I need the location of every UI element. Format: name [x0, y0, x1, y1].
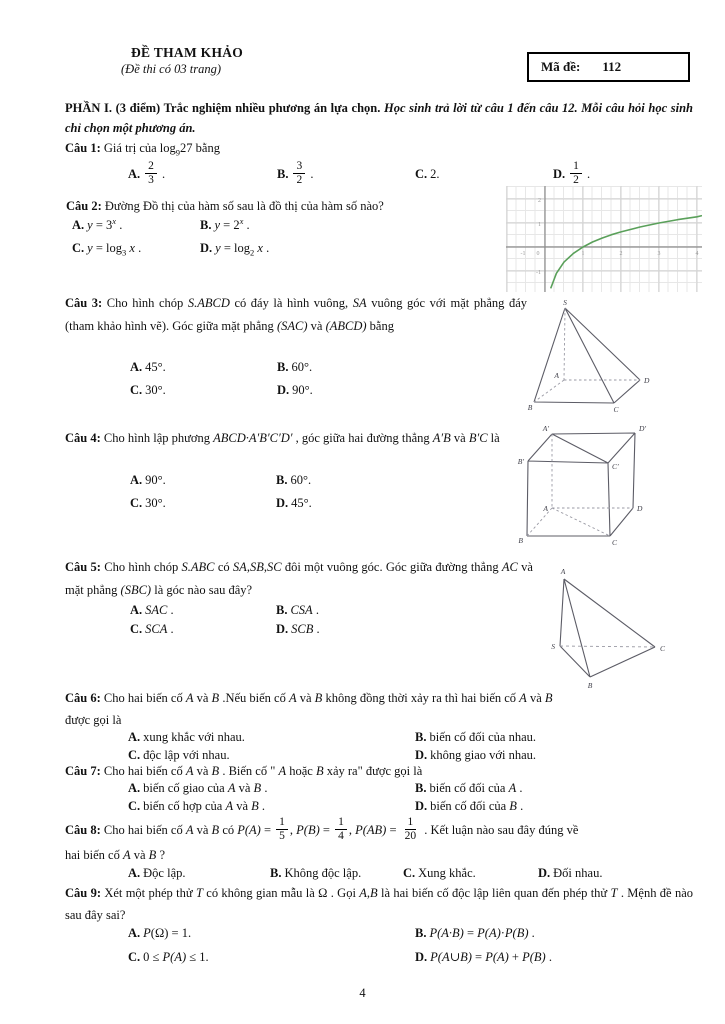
q7-option-a: A. biến cố giao của A và B .	[128, 781, 268, 795]
question-4-label: Câu 4:	[65, 431, 101, 445]
q7-option-b: B. biến cố đối của A .	[415, 781, 523, 795]
page-number: 4	[359, 986, 366, 1000]
part1-intro: PHẦN I. (3 điểm) Trắc nghiệm nhiều phương án lựa chọn. Học sinh trả lời từ câu 1 đến câu 12. Mỗi câu hỏi học sinh chỉ chọn một phương án.	[65, 101, 694, 135]
question-2-body: Đường Đồ thị của hàm số sau là đồ thị của hàm số nào?	[104, 199, 384, 213]
y-tick-1: 1	[538, 222, 541, 228]
question-5-body: Cho hình chóp S.ABC có SA,SB,SC đôi một vuông góc. Góc giữa đường thẳng AC và mặt phẳng (SBC) là góc nào sau đây?	[65, 560, 533, 597]
graph-major-grid	[506, 186, 702, 292]
vertex-label-a: A	[554, 371, 559, 380]
x-tick-3: 3	[657, 251, 661, 257]
q2-graph-svg	[506, 186, 702, 292]
cube-hidden-edges	[527, 434, 633, 536]
exam-subtitle: (Đề thi có 03 trang)	[121, 62, 221, 76]
question-6-label: Câu 6:	[65, 691, 101, 705]
vertex-label-b: B	[527, 403, 533, 412]
q5-option-c: C. SCA .	[130, 622, 174, 636]
pyramid-vertex-labels	[528, 298, 650, 414]
question-1-body: Giá trị của $\log_927$ bằng	[103, 141, 220, 158]
question-4-text	[65, 427, 513, 450]
q3-option-c: C. 30°.	[130, 383, 166, 397]
question-6-text	[65, 687, 557, 731]
question-8-line1	[65, 815, 578, 845]
x-tick-0: 0	[536, 251, 540, 257]
vertex-label-d-prime: D′	[639, 424, 647, 433]
vertex-label-d: D	[644, 376, 650, 385]
q6-option-b: B. biến cố đối của nhau.	[415, 730, 537, 744]
tetra-vertex-labels	[551, 567, 666, 690]
tetra-solid-edges	[560, 579, 655, 677]
question-8-body1: Cho hai biến cố A và B có P(A) = $\frac{1}{5}$ , P(B) = $\frac{1}{4}$ , P(AB) = $\frac{1}{20}$ . Kết luận nào sau đây đúng về	[103, 815, 579, 842]
q1-option-c: C. 2.	[415, 167, 440, 181]
question-9-body: Xét một phép thử T có không gian mẫu là Ω . Gọi A,B là hai biến cố độc lập liên quan đến phép thử T . Mệnh đề nào sau đây sai?	[65, 886, 693, 922]
q4-option-c: C. 30°.	[130, 496, 166, 510]
q2-option-d: D. $y = \log_2 x$ .	[200, 241, 270, 258]
q9-option-d: D. P(A∪B) = P(A) + P(B) .	[415, 950, 552, 964]
q4-option-b: B. 60°.	[276, 473, 312, 487]
q1-option-b: B. $\frac{3}{2}$ .	[277, 159, 314, 186]
question-6-body: Cho hai biến cố A và B .Nếu biến cố A và B không đồng thời xảy ra thì hai biến cố A và B được gọi là	[65, 691, 553, 727]
q8-option-b: B. Không độc lập.	[270, 866, 362, 880]
x-tick--1: -1	[520, 251, 526, 257]
log-curve	[551, 216, 702, 289]
q3-option-d: D. 90°.	[277, 383, 313, 397]
question-8-line2	[65, 845, 165, 865]
q9-option-a: A. P(Ω) = 1.	[128, 926, 192, 940]
cube-solid-edges	[527, 433, 635, 536]
q5-option-a: A. SAC .	[130, 603, 174, 617]
q3-option-a: A. 45°.	[130, 360, 166, 374]
q5-option-b: B. CSA .	[276, 603, 319, 617]
question-1-text	[65, 137, 220, 160]
q4-cube-figure	[505, 421, 655, 553]
q7-option-c: C. biến cố hợp của A và B .	[128, 799, 266, 813]
question-3-body: Cho hình chóp S.ABCD có đáy là hình vuông, SA vuông góc với mặt phẳng đáy (tham khảo hình vẽ). Góc giữa mặt phẳng (SAC) và (ABCD) bằng	[65, 296, 528, 333]
pyramid-solid-edges	[534, 308, 640, 403]
question-1-label: Câu 1:	[65, 141, 101, 155]
graph-tick-labels	[521, 198, 699, 276]
exam-code-label: Mã đề:	[541, 59, 581, 74]
vertex-label-b: B	[587, 681, 593, 690]
x-tick-4: 4	[695, 251, 699, 257]
vertex-label-a: A	[560, 567, 566, 576]
vertex-label-a: A	[543, 504, 548, 513]
question-8-body2: hai biến cố A và B ?	[65, 848, 165, 862]
q2-option-b: B. $y = 2^x$ .	[200, 215, 250, 232]
q8-option-d: D. Đối nhau.	[538, 866, 603, 880]
question-5-text	[65, 556, 533, 602]
vertex-label-a-prime: A′	[542, 424, 549, 433]
x-tick-2: 2	[619, 251, 623, 257]
q1-option-d: D. $\frac{1}{2}$ .	[553, 159, 591, 186]
question-4-body: Cho hình lập phương ABCD·A′B′C′D′ , góc giữa hai đường thẳng A′B và B′C là	[103, 431, 500, 445]
q3-option-b: B. 60°.	[277, 360, 313, 374]
question-5-label: Câu 5:	[65, 560, 101, 574]
q6-option-c: C. độc lập với nhau.	[128, 748, 230, 762]
question-2-text	[66, 195, 384, 218]
q2-option-a: A. $y = 3^x$ .	[72, 215, 123, 232]
q3-pyramid-figure	[527, 298, 682, 418]
question-9-label: Câu 9:	[65, 886, 101, 900]
q8-option-a: A. Độc lập.	[128, 866, 186, 880]
vertex-label-b-prime: B′	[517, 457, 524, 466]
q4-option-d: D. 45°.	[276, 496, 312, 510]
q1-option-a: A. $\frac{2}{3}$ .	[128, 159, 166, 186]
q8-option-c: C. Xung khắc.	[403, 866, 476, 880]
exam-title: ĐỀ THAM KHẢO	[131, 45, 244, 60]
vertex-label-d: D	[637, 504, 643, 513]
y-tick--1: -1	[536, 270, 541, 276]
graph-axes	[506, 186, 702, 292]
vertex-label-c: C	[660, 644, 666, 653]
question-3-label: Câu 3:	[65, 296, 103, 310]
vertex-label-c: C	[612, 538, 618, 547]
q9-option-c: C. 0 ≤ P(A) ≤ 1.	[128, 950, 209, 964]
question-2-label: Câu 2:	[66, 199, 102, 213]
q2-option-c: C. $y = \log_3 x$ .	[72, 241, 142, 258]
vertex-label-c: C	[613, 405, 619, 414]
q2-function-graph	[506, 186, 702, 292]
question-8-label: Câu 8:	[65, 823, 101, 837]
x-tick-1: 1	[581, 251, 585, 257]
question-9-text	[65, 882, 693, 926]
vertex-label-s: S	[551, 642, 555, 651]
exam-code-box	[527, 52, 690, 82]
vertex-label-s: S	[563, 298, 567, 307]
vertex-label-b: B	[518, 536, 523, 545]
vertex-label-c-prime: C′	[612, 462, 619, 471]
q5-tetrahedron-figure	[527, 557, 677, 691]
q4-option-a: A. 90°.	[130, 473, 166, 487]
q5-option-d: D. SCB .	[276, 622, 320, 636]
exam-code-value: 112	[602, 59, 622, 74]
q6-option-d: D. không giao với nhau.	[415, 748, 537, 762]
q6-option-a: A. xung khắc với nhau.	[128, 730, 245, 744]
q9-option-b: B. P(A·B) = P(A)·P(B) .	[415, 926, 535, 940]
tetra-hidden-edges	[560, 646, 655, 647]
question-7-body: Cho hai biến cố A và B . Biến cố " A hoặc B xảy ra" được gọi là	[103, 764, 423, 778]
question-3-text	[65, 292, 527, 338]
question-7-label: Câu 7:	[65, 764, 101, 778]
q7-option-d: D. biến cố đối của B .	[415, 799, 524, 813]
y-tick-2: 2	[538, 198, 541, 204]
